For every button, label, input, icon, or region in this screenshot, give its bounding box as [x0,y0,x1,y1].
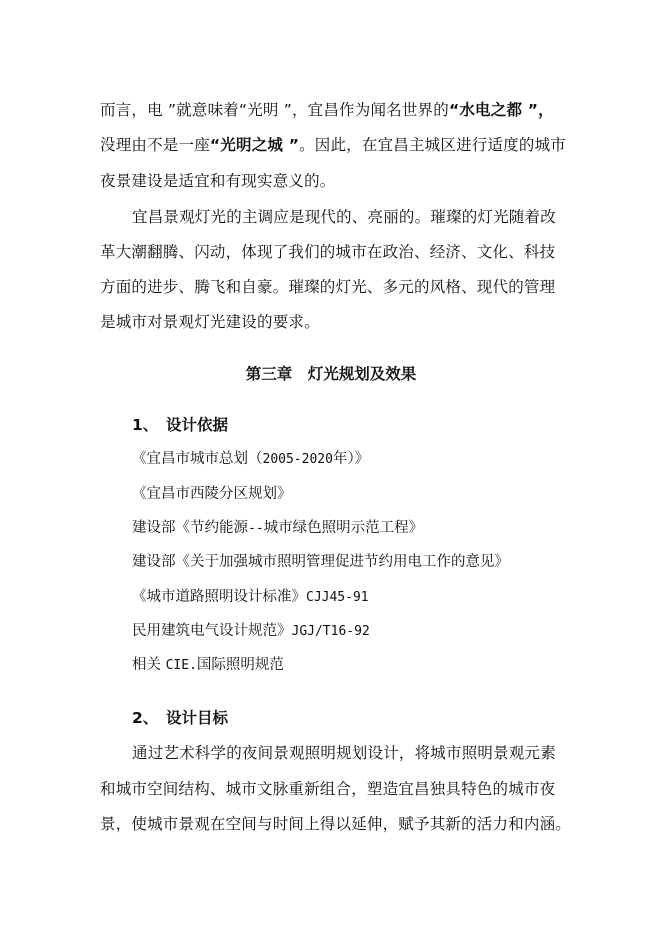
bold-phrase-city-of-light: “光明之城 ” [209,136,300,154]
reference-item [132,620,370,643]
bold-phrase-water-power-capital: “水电之都 ”， [448,101,554,119]
reference-item [132,654,284,677]
reference-item [132,483,292,505]
reference-item [132,551,509,573]
paragraph-2-line-1: 宜昌景观灯光的主调应是现代的、亮丽的。璀璨的灯光随着改 [132,208,556,226]
reference-code: CIE. [165,658,197,673]
paragraph-2-line-4: 是城市对景观灯光建设的要求。 [100,313,320,331]
reference-tail: 国际照明规范 [196,657,284,673]
paragraph-2-line-2: 革大潮翻腾、闪动，体现了我们的城市在政治、经济、文化、科技 [100,243,556,261]
paragraph-1-line-3: 夜景建设是适宜和有现实意义的。 [100,172,336,190]
reference-item [132,586,369,609]
reference-text: 《宜昌市城市总划（ [132,451,263,467]
text-run: ”就意味着“光明 ”，宜昌作为闻名世界的 [167,101,449,119]
reference-text: 《城市道路照明设计标准》 [132,589,306,605]
section-2-line-2: 和城市空间结构、城市文脉重新组合，塑造宜昌独具特色的城市夜 [100,780,556,798]
section-2-heading: 2、 设计目标 [132,709,229,727]
reference-tail: 年）》 [332,451,370,467]
reference-text: 民用建筑电气设计规范》 [132,623,292,639]
reference-code: -- [248,521,264,536]
reference-code: JGJ/T16-92 [291,624,370,639]
reference-tail: 城市绿色照明示范工程》 [263,520,424,536]
chapter-title: 第三章 灯光规划及效果 [245,365,417,383]
paragraph-1-line-2 [100,134,566,156]
reference-text: 相关 [132,657,166,673]
section-2-line-3: 景，使城市景观在空间与时间上得以延伸，赋予其新的活力和内涵。 [100,815,572,833]
section-1-heading: 1、 设计依据 [132,416,229,434]
reference-text: 建设部《节约能源 [132,520,248,536]
text-run: 而言，电 [100,101,168,119]
reference-item [132,517,423,540]
paragraph-2-line-3: 方面的进步、腾飞和自豪。璀璨的灯光、多元的风格、现代的管理 [100,278,556,296]
reference-text: 《宜昌市西陵分区规划》 [132,486,292,502]
reference-item [132,448,369,471]
text-run: 没理由不是一座 [100,136,210,154]
reference-code: 2005-2020 [262,452,333,467]
paragraph-1-line-1 [100,99,554,121]
reference-text: 建设部《关于加强城市照明管理促进节约用电工作的意见》 [132,554,509,570]
reference-code: CJJ45-91 [306,590,369,605]
text-run: 。因此，在宜昌主城区进行适度的城市 [299,136,566,154]
section-2-line-1: 通过艺术科学的夜间景观照明规划设计，将城市照明景观元素 [132,744,556,762]
